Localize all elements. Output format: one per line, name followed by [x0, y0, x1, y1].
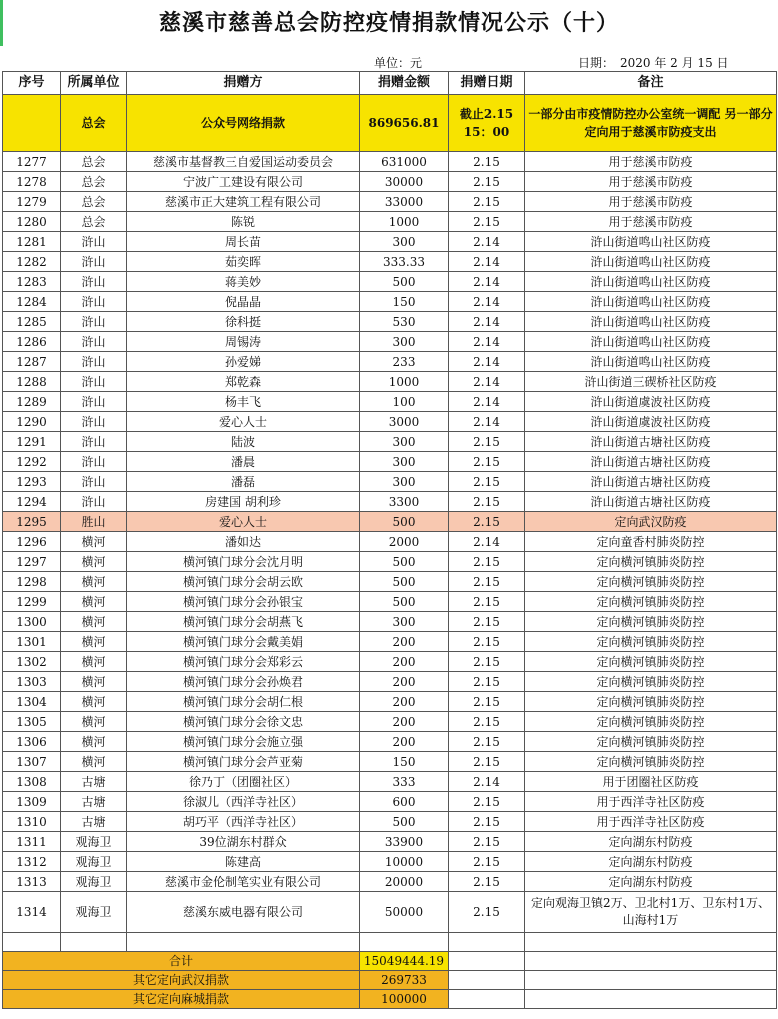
table-row [3, 752, 777, 772]
cell-unit: 浒山 [61, 372, 127, 392]
table-row [3, 292, 777, 312]
cell-amount: 150 [360, 752, 449, 772]
header-row [3, 72, 777, 95]
cell-no: 1295 [3, 512, 61, 532]
cell-amount: 200 [360, 632, 449, 652]
table-row [3, 192, 777, 212]
table-row [3, 892, 777, 933]
cell-donor: 潘晨 [127, 452, 360, 472]
cell-amount: 500 [360, 552, 449, 572]
table-row [3, 672, 777, 692]
total-label: 合计 [3, 952, 360, 971]
cell-date: 2.15 [449, 632, 525, 652]
cell-no: 1278 [3, 172, 61, 192]
cell-donor: 徐乃丁（团圈社区） [127, 772, 360, 792]
cell-no: 1284 [3, 292, 61, 312]
cell-note: 浒山街道虞波社区防疫 [525, 392, 777, 412]
cell-amount: 600 [360, 792, 449, 812]
cell-donor: 徐科挺 [127, 312, 360, 332]
header-amount: 捐赠金额 [360, 72, 449, 95]
table-row [3, 832, 777, 852]
cell-amount: 233 [360, 352, 449, 372]
cell-date: 2.15 [449, 752, 525, 772]
cell-date: 2.14 [449, 292, 525, 312]
cell-no: 1277 [3, 152, 61, 172]
cell-note: 浒山街道鸣山社区防疫 [525, 292, 777, 312]
table-row [3, 812, 777, 832]
cell-note: 定向湖东村防疫 [525, 852, 777, 872]
table-row [3, 792, 777, 812]
cell-date: 2.15 [449, 832, 525, 852]
date-label: 日期： 2020 年 2 月 15 日 [578, 56, 729, 70]
cell-date: 2.15 [449, 852, 525, 872]
table-row [3, 852, 777, 872]
cell-unit: 浒山 [61, 392, 127, 412]
cell-amount: 500 [360, 812, 449, 832]
cell-unit: 浒山 [61, 452, 127, 472]
cell-amount: 3300 [360, 492, 449, 512]
total-amount: 15049444.19 [360, 952, 449, 971]
cell-no: 1291 [3, 432, 61, 452]
cell-note: 定向横河镇肺炎防控 [525, 652, 777, 672]
cell-no: 1285 [3, 312, 61, 332]
cell-date: 2.15 [449, 432, 525, 452]
cell-donor: 横河镇门球分会芦亚菊 [127, 752, 360, 772]
cell-amount: 100 [360, 392, 449, 412]
table-row [3, 432, 777, 452]
cell-amount: 500 [360, 272, 449, 292]
cell-unit: 总会 [61, 172, 127, 192]
cell-unit: 浒山 [61, 412, 127, 432]
page-title: 慈溪市慈善总会防控疫情捐款情况公示（十） [158, 10, 619, 36]
cell-note: 浒山街道鸣山社区防疫 [525, 312, 777, 332]
cell-amount: 300 [360, 452, 449, 472]
table-row [3, 232, 777, 252]
cell-no: 1294 [3, 492, 61, 512]
cell-unit: 总会 [61, 192, 127, 212]
cell-donor: 陈锐 [127, 212, 360, 232]
cell-donor: 陆波 [127, 432, 360, 452]
cell-unit: 浒山 [61, 252, 127, 272]
cell-donor: 宁波广工建设有限公司 [127, 172, 360, 192]
cell-no: 1304 [3, 692, 61, 712]
cell-note: 定向横河镇肺炎防控 [525, 712, 777, 732]
cell-unit: 横河 [61, 532, 127, 552]
cell-donor: 爱心人士 [127, 412, 360, 432]
cell-amount: 33000 [360, 192, 449, 212]
cell-note: 浒山街道三碶桥社区防疫 [525, 372, 777, 392]
cell-amount: 500 [360, 592, 449, 612]
cell-note: 用于慈溪市防疫 [525, 152, 777, 172]
cell-donor: 周锡涛 [127, 332, 360, 352]
macheng-label: 其它定向麻城捐款 [3, 990, 360, 1009]
table-row [3, 572, 777, 592]
cell-donor: 倪晶晶 [127, 292, 360, 312]
table-row [3, 552, 777, 572]
cell-amount: 150 [360, 292, 449, 312]
cell-donor: 慈溪市金伦制笔实业有限公司 [127, 872, 360, 892]
cell-unit: 横河 [61, 692, 127, 712]
cell-donor: 横河镇门球分会徐文忠 [127, 712, 360, 732]
cell-no: 1302 [3, 652, 61, 672]
cell-note: 浒山街道鸣山社区防疫 [525, 352, 777, 372]
cell-note: 定向横河镇肺炎防控 [525, 752, 777, 772]
cell-unit: 浒山 [61, 272, 127, 292]
table-row [3, 372, 777, 392]
table-row [3, 712, 777, 732]
macheng-amount: 100000 [360, 990, 449, 1009]
cell-unit: 浒山 [61, 232, 127, 252]
cell-amount: 631000 [360, 152, 449, 172]
cell-note: 定向武汉防疫 [525, 512, 777, 532]
cell-unit: 古塘 [61, 812, 127, 832]
highlight-row [3, 95, 777, 152]
cell-note: 用于慈溪市防疫 [525, 172, 777, 192]
cell-donor: 横河镇门球分会郑彩云 [127, 652, 360, 672]
cell-unit: 总会 [61, 152, 127, 172]
cell-donor: 爱心人士 [127, 512, 360, 532]
table-row [3, 272, 777, 292]
cell-note: 浒山街道虞波社区防疫 [525, 412, 777, 432]
cell-unit: 浒山 [61, 352, 127, 372]
cell-date: 2.15 [449, 812, 525, 832]
cell-no: 1313 [3, 872, 61, 892]
table-row [3, 732, 777, 752]
cell-no: 1310 [3, 812, 61, 832]
cell-date: 2.15 [449, 572, 525, 592]
cell-amount: 530 [360, 312, 449, 332]
cell-no: 1308 [3, 772, 61, 792]
cell-date: 2.14 [449, 772, 525, 792]
cell-amount: 200 [360, 712, 449, 732]
cell-no: 1293 [3, 472, 61, 492]
cell-amount: 200 [360, 732, 449, 752]
cell-donor: 孙爱娣 [127, 352, 360, 372]
cell-note: 定向湖东村防疫 [525, 872, 777, 892]
cell-donor: 慈溪市基督教三自爱国运动委员会 [127, 152, 360, 172]
cell-no: 1296 [3, 532, 61, 552]
table-row [3, 872, 777, 892]
table-row [3, 332, 777, 352]
cell-unit: 浒山 [61, 312, 127, 332]
cell-note: 用于西洋寺社区防疫 [525, 792, 777, 812]
cell-donor: 慈溪市正大建筑工程有限公司 [127, 192, 360, 212]
cell-no: 1281 [3, 232, 61, 252]
cell-amount: 300 [360, 232, 449, 252]
cell-donor: 郑乾森 [127, 372, 360, 392]
cell-no: 1309 [3, 792, 61, 812]
cell-amount: 20000 [360, 872, 449, 892]
cell-date: 截止2.15 15：00 [449, 95, 525, 152]
cell-no: 1301 [3, 632, 61, 652]
cell-donor: 横河镇门球分会孙焕君 [127, 672, 360, 692]
cell-no: 1307 [3, 752, 61, 772]
cell-date: 2.15 [449, 512, 525, 532]
header-date: 捐赠日期 [449, 72, 525, 95]
cell-date: 2.14 [449, 372, 525, 392]
table-row [3, 452, 777, 472]
table-row [3, 352, 777, 372]
cell-no: 1298 [3, 572, 61, 592]
cell-unit: 观海卫 [61, 872, 127, 892]
cell-donor: 横河镇门球分会孙银宝 [127, 592, 360, 612]
cell-note: 浒山街道鸣山社区防疫 [525, 232, 777, 252]
cell-note: 浒山街道古塘社区防疫 [525, 492, 777, 512]
cell-note: 定向观海卫镇2万、卫北村1万、卫东村1万、山海村1万 [525, 892, 777, 933]
unit-label: 单位：元 [374, 56, 423, 70]
cell-date: 2.15 [449, 712, 525, 732]
table-row [3, 652, 777, 672]
cell-no: 1286 [3, 332, 61, 352]
cell-no: 1311 [3, 832, 61, 852]
cell-note: 浒山街道鸣山社区防疫 [525, 252, 777, 272]
cell-no: 1300 [3, 612, 61, 632]
cell-donor: 横河镇门球分会胡仁根 [127, 692, 360, 712]
donation-table [2, 71, 777, 1009]
cell-no: 1312 [3, 852, 61, 872]
cell-note: 定向横河镇肺炎防控 [525, 572, 777, 592]
cell-donor: 39位湖东村群众 [127, 832, 360, 852]
header-no: 序号 [3, 72, 61, 95]
cell-amount: 33900 [360, 832, 449, 852]
cell-date: 2.15 [449, 212, 525, 232]
cell-date: 2.15 [449, 892, 525, 933]
cell-amount: 3000 [360, 412, 449, 432]
cell-date: 2.14 [449, 352, 525, 372]
cell-amount: 200 [360, 672, 449, 692]
cell-unit: 横河 [61, 612, 127, 632]
cell-donor: 公众号网络捐款 [127, 95, 360, 152]
cell-no: 1288 [3, 372, 61, 392]
cell-note: 浒山街道鸣山社区防疫 [525, 332, 777, 352]
cell-no: 1282 [3, 252, 61, 272]
cell-no: 1297 [3, 552, 61, 572]
table-row [3, 172, 777, 192]
cell-unit: 浒山 [61, 472, 127, 492]
cell-donor: 横河镇门球分会沈月明 [127, 552, 360, 572]
cell-no: 1299 [3, 592, 61, 612]
cell-amount: 300 [360, 432, 449, 452]
cell-no: 1303 [3, 672, 61, 692]
cell-date: 2.14 [449, 232, 525, 252]
cell-unit: 古塘 [61, 792, 127, 812]
cell-donor: 横河镇门球分会施立强 [127, 732, 360, 752]
cell-no: 1283 [3, 272, 61, 292]
cell-note: 浒山街道古塘社区防疫 [525, 472, 777, 492]
cell-note: 一部分由市疫情防控办公室统一调配 另一部分定向用于慈溪市防疫支出 [525, 95, 777, 152]
macheng-row [3, 990, 777, 1009]
cell-date: 2.15 [449, 552, 525, 572]
cell-date: 2.14 [449, 392, 525, 412]
cell-amount: 333.33 [360, 252, 449, 272]
cell-unit: 横河 [61, 752, 127, 772]
table-row [3, 472, 777, 492]
table-row [3, 592, 777, 612]
cell-unit: 横河 [61, 732, 127, 752]
table-row [3, 312, 777, 332]
cell-amount: 333 [360, 772, 449, 792]
cell-note: 浒山街道古塘社区防疫 [525, 432, 777, 452]
cell-donor: 慈溪东威电器有限公司 [127, 892, 360, 933]
cell-note: 用于团圈社区防疫 [525, 772, 777, 792]
cell-no: 1292 [3, 452, 61, 472]
cell-note: 定向横河镇肺炎防控 [525, 552, 777, 572]
cell-amount: 30000 [360, 172, 449, 192]
header-donor: 捐赠方 [127, 72, 360, 95]
cell-no: 1279 [3, 192, 61, 212]
cell-unit: 浒山 [61, 292, 127, 312]
wuhan-row [3, 971, 777, 990]
wuhan-amount: 269733 [360, 971, 449, 990]
cell-amount: 2000 [360, 532, 449, 552]
cell-no: 1289 [3, 392, 61, 412]
cell-amount: 200 [360, 692, 449, 712]
cell-no: 1280 [3, 212, 61, 232]
table-row [3, 152, 777, 172]
table-row [3, 252, 777, 272]
cell-unit: 总会 [61, 212, 127, 232]
cell-note: 定向横河镇肺炎防控 [525, 732, 777, 752]
cell-amount: 10000 [360, 852, 449, 872]
cell-donor: 横河镇门球分会胡燕飞 [127, 612, 360, 632]
table-row [3, 692, 777, 712]
cell-unit: 观海卫 [61, 832, 127, 852]
cell-amount: 300 [360, 612, 449, 632]
cell-date: 2.14 [449, 312, 525, 332]
cell-note: 定向童香村肺炎防控 [525, 532, 777, 552]
cell-note: 用于慈溪市防疫 [525, 192, 777, 212]
cell-unit: 横河 [61, 572, 127, 592]
table-row [3, 532, 777, 552]
cell-amount: 1000 [360, 212, 449, 232]
table-row [3, 412, 777, 432]
cell-no: 1305 [3, 712, 61, 732]
cell-unit: 总会 [61, 95, 127, 152]
cell-donor: 茹奕晖 [127, 252, 360, 272]
cell-donor: 横河镇门球分会胡云欧 [127, 572, 360, 592]
cell-note: 浒山街道古塘社区防疫 [525, 452, 777, 472]
cell-date: 2.15 [449, 792, 525, 812]
cell-date: 2.15 [449, 492, 525, 512]
cell-date: 2.15 [449, 732, 525, 752]
cell-date: 2.15 [449, 872, 525, 892]
cell-unit: 浒山 [61, 432, 127, 452]
cell-date: 2.15 [449, 652, 525, 672]
table-row [3, 392, 777, 412]
cell-date: 2.15 [449, 472, 525, 492]
cell-date: 2.15 [449, 172, 525, 192]
cell-amount: 200 [360, 652, 449, 672]
table-row [3, 612, 777, 632]
cell-date: 2.15 [449, 192, 525, 212]
cell-unit: 胜山 [61, 512, 127, 532]
cell-no: 1306 [3, 732, 61, 752]
cell-note: 浒山街道鸣山社区防疫 [525, 272, 777, 292]
cell-amount: 1000 [360, 372, 449, 392]
cell-donor: 房建国 胡利珍 [127, 492, 360, 512]
table-row [3, 212, 777, 232]
cell-donor: 徐淑儿（西洋寺社区） [127, 792, 360, 812]
cell-amount: 500 [360, 572, 449, 592]
cell-date: 2.15 [449, 692, 525, 712]
cell-amount: 300 [360, 332, 449, 352]
cell-unit: 横河 [61, 652, 127, 672]
header-note: 备注 [525, 72, 777, 95]
cell-unit: 古塘 [61, 772, 127, 792]
cell-amount: 869656.81 [360, 95, 449, 152]
cell-unit: 横河 [61, 592, 127, 612]
cell-donor: 杨丰飞 [127, 392, 360, 412]
cell-note: 定向横河镇肺炎防控 [525, 612, 777, 632]
table-row [3, 632, 777, 652]
cell-date: 2.15 [449, 152, 525, 172]
cell-date: 2.15 [449, 592, 525, 612]
wuhan-label: 其它定向武汉捐款 [3, 971, 360, 990]
cell-note: 用于西洋寺社区防疫 [525, 812, 777, 832]
cell-date: 2.15 [449, 452, 525, 472]
cell-no: 1290 [3, 412, 61, 432]
cell-amount: 500 [360, 512, 449, 532]
cell-donor: 胡巧平（西洋寺社区） [127, 812, 360, 832]
table-row [3, 512, 777, 532]
cell-note: 定向横河镇肺炎防控 [525, 692, 777, 712]
cell-date: 2.14 [449, 332, 525, 352]
cell-unit: 浒山 [61, 492, 127, 512]
cell-unit: 横河 [61, 712, 127, 732]
cell-note: 定向横河镇肺炎防控 [525, 632, 777, 652]
cell-unit: 观海卫 [61, 892, 127, 933]
cell-donor: 潘如达 [127, 532, 360, 552]
cell-donor: 陈建高 [127, 852, 360, 872]
cell-date: 2.15 [449, 672, 525, 692]
cell-no: 1314 [3, 892, 61, 933]
cell-note: 定向湖东村防疫 [525, 832, 777, 852]
cell-amount: 300 [360, 472, 449, 492]
total-row [3, 952, 777, 971]
cell-no: 1287 [3, 352, 61, 372]
cell-date: 2.14 [449, 272, 525, 292]
cell-note: 定向横河镇肺炎防控 [525, 672, 777, 692]
blank-row [3, 933, 777, 952]
cell-donor: 潘磊 [127, 472, 360, 492]
cell-unit: 观海卫 [61, 852, 127, 872]
cell-unit: 横河 [61, 632, 127, 652]
cell-donor: 蒋美妙 [127, 272, 360, 292]
cell-date: 2.14 [449, 532, 525, 552]
header-unit: 所属单位 [61, 72, 127, 95]
cell-donor: 横河镇门球分会戴美娟 [127, 632, 360, 652]
cell-amount: 50000 [360, 892, 449, 933]
cell-donor: 周长苗 [127, 232, 360, 252]
table-row [3, 772, 777, 792]
cell-unit: 浒山 [61, 332, 127, 352]
cell-note: 用于慈溪市防疫 [525, 212, 777, 232]
cell-date: 2.14 [449, 252, 525, 272]
cell-unit: 横河 [61, 552, 127, 572]
cell-date: 2.15 [449, 612, 525, 632]
table-row [3, 492, 777, 512]
cell-date: 2.14 [449, 412, 525, 432]
cell-note: 定向横河镇肺炎防控 [525, 592, 777, 612]
cell-no [3, 95, 61, 152]
cell-unit: 横河 [61, 672, 127, 692]
